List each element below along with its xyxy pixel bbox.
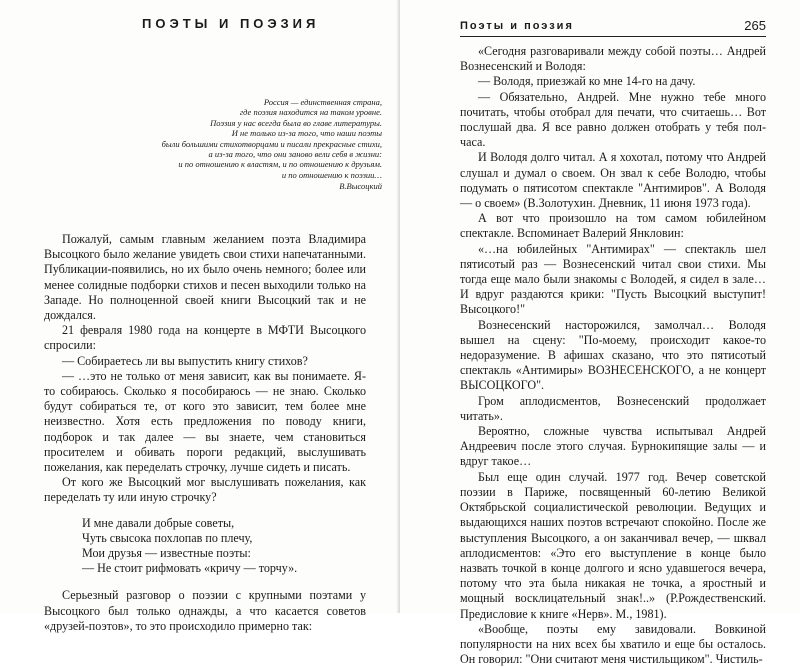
paragraph: И Володя долго читал. А я хохотал, потому что Андрей слушал и думал о своем. Он звал к себе Володю, чтобы подумать о пятисотом спектакле "Антимиров". А Володя — о своем» (В.Золотухин. Дневник, 11 июня 1973 года). [460, 150, 766, 211]
paragraph: Вероятно, сложные чувства испытывал Андрей Андреевич после этого случая. Бурнокипящие залы — и вдруг такое… [460, 424, 766, 469]
poem-line: Чуть свысока похлопав по плечу, [82, 530, 253, 545]
running-head-left: ПОЭТЫ И ПОЭЗИЯ [142, 16, 320, 31]
poem-line: — Не стоит рифмовать «кричу — торчу». [82, 561, 298, 576]
epigraph-line: были большими стихотворцами и писали прекрасные стихи, [161, 138, 382, 149]
poem-quote [82, 516, 366, 577]
paragraph: «Сегодня разговаривали между собой поэты… Андрей Вознесенский и Володя: [460, 44, 766, 74]
paragraph: — Собираетесь ли вы выпустить книгу стихов? [62, 353, 308, 368]
epigraph-line: и по отношению к властям, и по отношению к друзьям. [178, 159, 382, 170]
poem-line: И мне давали добрые советы, [82, 515, 235, 530]
epigraph-line: Поэзия у нас всегда была во главе литературы. [210, 117, 382, 128]
page-number: 265 [744, 18, 766, 33]
paragraph: Был еще один случай. 1977 год. Вечер советской поэзии в Париже, посвященный 60-летию Великой Октябрьской социалистической революции. Ведущих и выдающихся наших поэтов встречают спокойно. После же выступления Высоцкого, а он заканчивал вечер, — шквал аплодисментов: «Это его выступление в конце было назвать точкой в конце долгого и ясно удавшегося вечера, потому что эта была никакая не точка, а яростный и мощный восклицательный знак!..» (Р.Рождественский. Предисловие к книге «Нерв». М., 1981). [460, 469, 766, 621]
running-head-right [460, 20, 766, 37]
paragraph: От кого же Высоцкий мог выслушивать пожелания, как переделать ту или иную строчку? [44, 475, 366, 505]
paragraph: «…на юбилейных "Антимирах" — спектакль шел пятисотый раз — Вознесенский читал свои стихи. Мы тогда еще мало были знакомы с Володей, я сидел в зале… И вдруг раздаются крики: "Пусть Высоцкий выступит! Высоцкого!" [460, 241, 766, 317]
running-head-title: Поэты и поэзия [460, 20, 574, 32]
right-body-text [460, 44, 766, 667]
paragraph: — Обязательно, Андрей. Мне нужно тебе много почитать, чтобы отобрал для печати, что считаешь… Вот послушай два. Я все равно должен отобрать у тебя пол-часа. [460, 89, 766, 150]
epigraph-line: И не только из-за того, что наши поэты [231, 128, 382, 139]
paragraph: А вот что произошло на том самом юбилейном спектакле. Вспоминает Валерий Янкловин: [460, 211, 766, 241]
paragraph: Пожалуй, самым главным желанием поэта Владимира Высоцкого было желание увидеть свои стихи напечатанными. Публикации-появились, но их было очень немного; более или менее солидные подборки стихов и песен выходили только на Западе. Но полноценной своей книги Высоцкий так и не дождался. [44, 232, 366, 323]
left-body-text [44, 232, 366, 634]
paragraph: Гром аплодисментов, Вознесенский продолжает читать». [460, 393, 766, 423]
paragraph: Вознесенский насторожился, замолчал… Володя вышел на сцену: "По-моему, происходит какое-то недоразумение. В афишах сказано, что это пятисотый спектакль «Антимиры» ВОЗНЕСЕНСКОГО, а не концерт ВЫСОЦКОГО". [460, 317, 766, 393]
epigraph-line: и по отношению к поэзии… [281, 169, 382, 180]
paragraph: 21 февраля 1980 года на концерте в МФТИ Высоцкого спросили: [44, 323, 366, 353]
poem-line: Мои друзья — известные поэты: [82, 546, 251, 561]
epigraph-line: где поэзия находится на таком уровне. [239, 107, 382, 118]
paragraph: — Володя, приезжай ко мне 14-го на дачу. [478, 74, 696, 89]
epigraph-author: В.Высоцкий [339, 181, 382, 192]
paragraph: «Вообще, поэты ему завидовали. Вовкиной популярности на них всех бы хватило и еще бы осталось. Он говорил: "Они считают меня чистильщиком". Чистиль- [460, 621, 766, 667]
paragraph: Серьезный разговор о поэзии с крупными поэтами у Высоцкого был только однажды, а что касается советов «друзей-поэтов», то это происходило примерно так: [44, 588, 366, 633]
epigraph [150, 97, 382, 192]
epigraph-line: а из-за того, что они заново вели себя в жизни: [208, 149, 382, 160]
left-page [0, 0, 400, 633]
paragraph: — …это не только от меня зависит, как вы понимаете. Я-то собираюсь. Сколько я пособираюсь — не знаю. Сколько будут собираться те, от кого это зависит, тем более мне неизвестно. Хотя есть предложения по поводу книги, подборок и так далее — вы знаете, чем становиться просителем и обивать пороги редакций, выслушивать пожелания, как переделать строчку, лучше сидеть и писать. [44, 368, 366, 475]
epigraph-line: Россия — единственная страна, [263, 97, 382, 107]
